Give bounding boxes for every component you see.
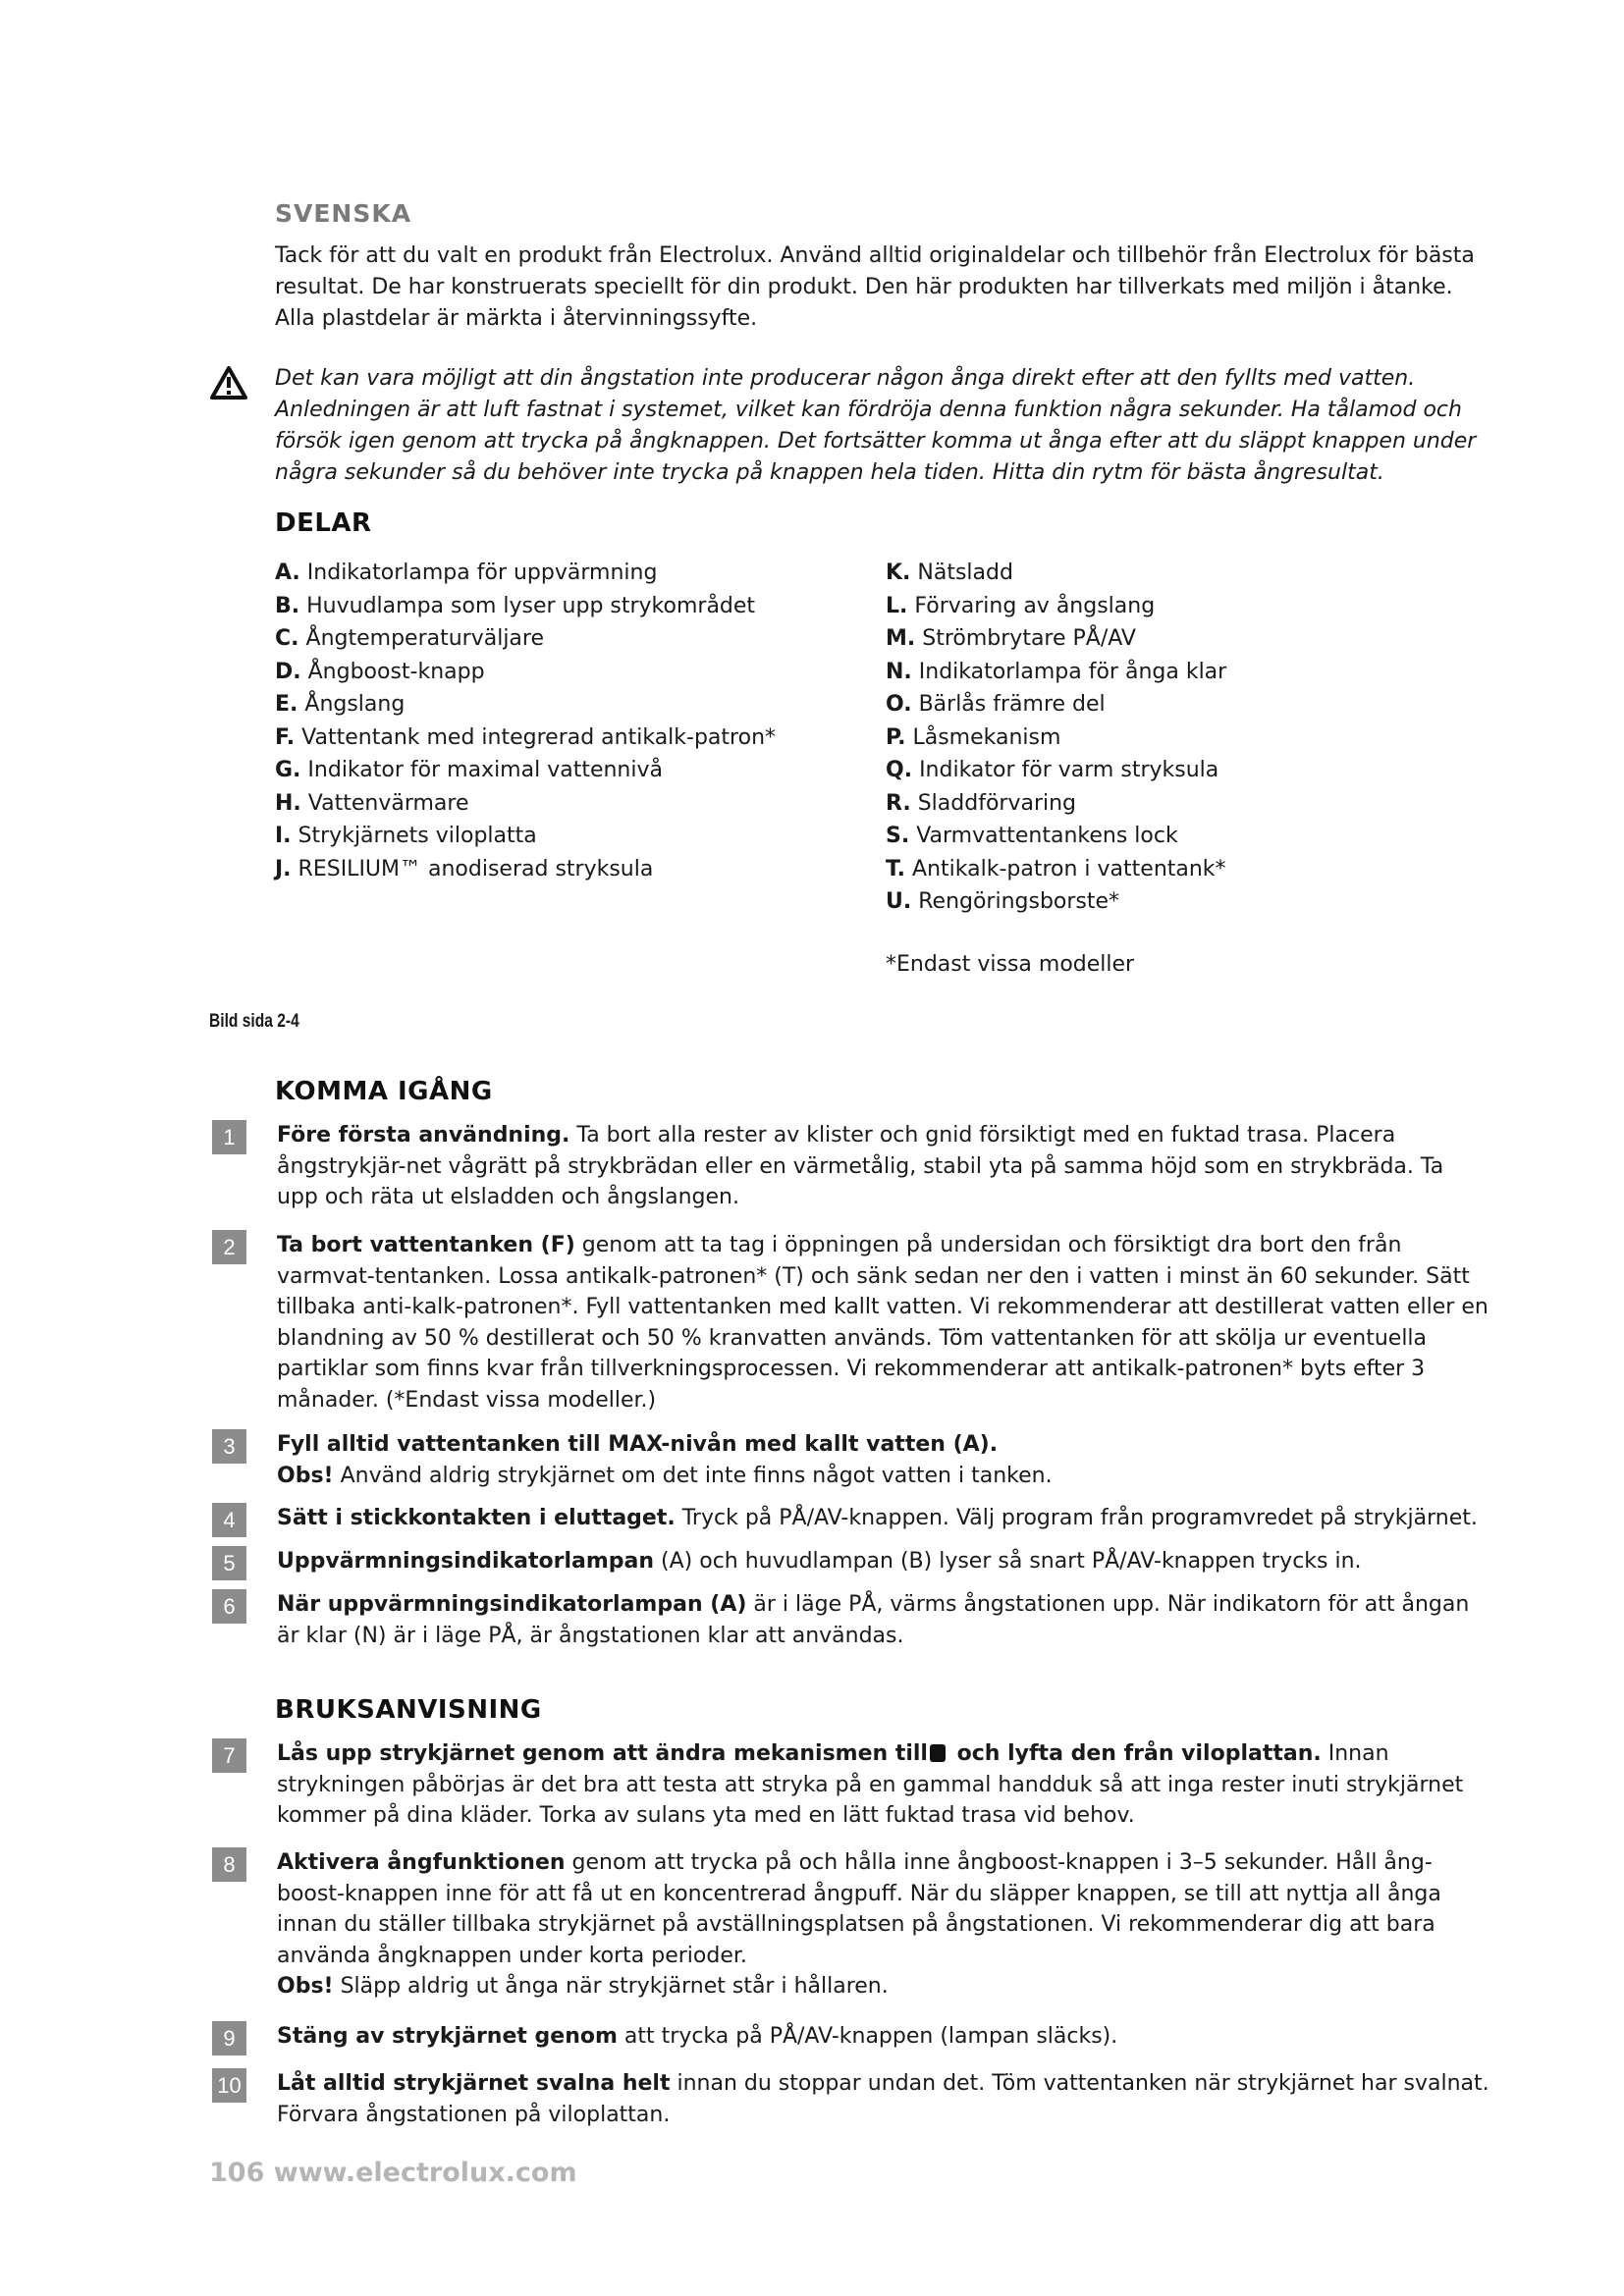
step-text: Lås upp strykjärnet genom att ändra mekanismen till och lyfta den från viloplattan. Innan strykningen påbörjas är det bra att testa att stryka på en gammal handduk så att inga rester inuti strykjärnet kommer på dina kläder. Torka av sulans yta med en lätt fuktad trasa vid behov.: [277, 1741, 1464, 1828]
step-number-badge: 8: [212, 1847, 246, 1882]
warning-text: Det kan vara möjligt att din ångstation inte producerar någon ånga direkt efter att den fyllts med vatten. Anledningen är att luft fastnat i systemet, vilket kan fördröja denna funktion några sekunder. Ha tålamod och försök igen genom att trycka på ångknappen. Det fortsätter komma ut ånga efter att du släppt knappen under några sekunder så du behöver inte trycka på knappen hela tiden. Hitta din rytm för bästa ångresultat.: [275, 366, 1477, 485]
step-number-badge: 2: [212, 1230, 246, 1264]
part-item: U. Rengöringsborste*: [886, 889, 1120, 914]
step-number-badge: 10: [212, 2068, 246, 2103]
part-item: O. Bärlås främre del: [886, 692, 1106, 717]
step-text: Aktivera ångfunktionen genom att trycka på och hålla inne ångboost-knappen i 3–5 sekunder. Håll ång-boost-knappen inne för att få ut en koncentrerad ångpuff. När du släpper knappen, se till att nyttja all ånga innan du ställer tillbaka strykjärnet på avställningsplatsen på ångstationen. Vi rekommenderar dig att bara använda ångknappen under korta perioder. Obs! Släpp aldrig ut ånga när strykjärnet står i hållaren.: [277, 1850, 1441, 1999]
part-item: P. Låsmekanism: [886, 724, 1061, 750]
getting-started-heading: KOMMA IGÅNG: [275, 1077, 493, 1106]
step-text: Före första användning. Ta bort alla rester av klister och gnid försiktigt med en fuktad trasa. Placera ångstrykjär-net vågrätt på strykbrädan eller en värmetålig, stabil yta på samma höjd som en strykbräda. Ta upp och räta ut elsladden och ångslangen.: [277, 1123, 1444, 1209]
part-item: N. Indikatorlampa för ånga klar: [886, 659, 1227, 684]
step-number-badge: 3: [212, 1429, 246, 1464]
part-item: L. Förvaring av ångslang: [886, 593, 1156, 618]
part-item: T. Antikalk-patron i vattentank*: [886, 856, 1226, 881]
step-text: Låt alltid strykjärnet svalna helt innan du stoppar undan det. Töm vattentanken när strykjärnet har svalnat. Förvara ångstationen på viloplattan.: [277, 2071, 1489, 2127]
part-item: S. Varmvattentankens lock: [886, 824, 1178, 848]
part-item: C. Ångtemperaturväljare: [275, 626, 545, 651]
step-number-badge: 6: [212, 1589, 246, 1624]
part-item: K. Nätsladd: [886, 561, 1013, 585]
step-number-badge: 9: [212, 2021, 246, 2056]
part-item: B. Huvudlampa som lyser upp strykområdet: [275, 593, 756, 618]
page-footer: 106 www.electrolux.com: [209, 2158, 577, 2188]
part-item: E. Ångslang: [275, 692, 406, 717]
instructions-heading: BRUKSANVISNING: [275, 1695, 542, 1725]
parts-heading: DELAR: [275, 508, 372, 538]
part-item: I. Strykjärnets viloplatta: [275, 824, 537, 848]
figure-reference: Bild sida 2-4: [209, 1011, 299, 1032]
intro-paragraph: Tack för att du valt en produkt från Electrolux. Använd alltid originaldelar och tillbehör från Electrolux för bästa resultat. De har konstruerats speciellt för din produkt. Den här produkten har tillverkats med miljön i åtanke. Alla plastdelar är märkta i återvinningssyfte.: [275, 243, 1475, 331]
part-item: D. Ångboost-knapp: [275, 659, 485, 684]
step-text: Sätt i stickkontakten i eluttaget. Tryck på PÅ/AV-knappen. Välj program från programvredet på strykjärnet.: [277, 1506, 1478, 1530]
parts-list-left: [275, 557, 776, 885]
step-text: Stäng av strykjärnet genom att trycka på PÅ/AV-knappen (lampan släcks).: [277, 2024, 1118, 2049]
part-item: Q. Indikator för varm stryksula: [886, 758, 1219, 782]
step-number-badge: 1: [212, 1120, 246, 1154]
step-text: Uppvärmningsindikatorlampan (A) och huvudlampan (B) lyser så snart PÅ/AV-knappen trycks in.: [277, 1549, 1362, 1574]
step-number-badge: 4: [212, 1503, 246, 1537]
step-number-badge: 5: [212, 1546, 246, 1580]
step-number-badge: 7: [212, 1738, 246, 1773]
part-item: F. Vattentank med integrerad antikalk-patron*: [275, 724, 777, 750]
step-text: Fyll alltid vattentanken till MAX-nivån med kallt vatten (A). Obs! Använd aldrig strykjärnet om det inte finns något vatten i tanken.: [277, 1432, 1053, 1488]
unlock-icon: [930, 1744, 946, 1762]
part-item: H. Vattenvärmare: [275, 790, 469, 816]
parts-footnote: *Endast vissa modeller: [886, 952, 1135, 977]
part-item: J. RESILIUM™ anodiserad stryksula: [275, 856, 654, 881]
warning-triangle-icon: [209, 365, 248, 400]
step-text: När uppvärmningsindikatorlampan (A) är i läge PÅ, värms ångstationen upp. När indikatorn för att ångan är klar (N) är i läge PÅ, är ångstationen klar att användas.: [277, 1592, 1470, 1648]
part-item: A. Indikatorlampa för uppvärmning: [275, 561, 658, 585]
step-text: Ta bort vattentanken (F) genom att ta tag i öppningen på undersidan och försiktigt dra bort den från varmvat-tentanken. Lossa antikalk-patronen* (T) och sänk sedan ner den i vatten i minst än 60 sekunder. Sätt tillbaka anti-kalk-patronen*. Fyll vattentanken med kallt vatten. Vi rekommenderar att destillerat vatten eller en blandning av 50 % destillerat och 50 % kranvatten används. Töm vattentanken för att skölja ur eventuella partiklar som finns kvar från tillverkningsprocessen. Vi rekommenderar att antikalk-patronen* byts efter 3 månader. (*Endast vissa modeller.): [277, 1233, 1489, 1413]
part-item: M. Strömbrytare PÅ/AV: [886, 626, 1136, 651]
part-item: G. Indikator för maximal vattennivå: [275, 758, 663, 782]
language-heading: SVENSKA: [275, 199, 412, 228]
part-item: R. Sladdförvaring: [886, 790, 1077, 816]
parts-list-right: [886, 557, 1226, 919]
